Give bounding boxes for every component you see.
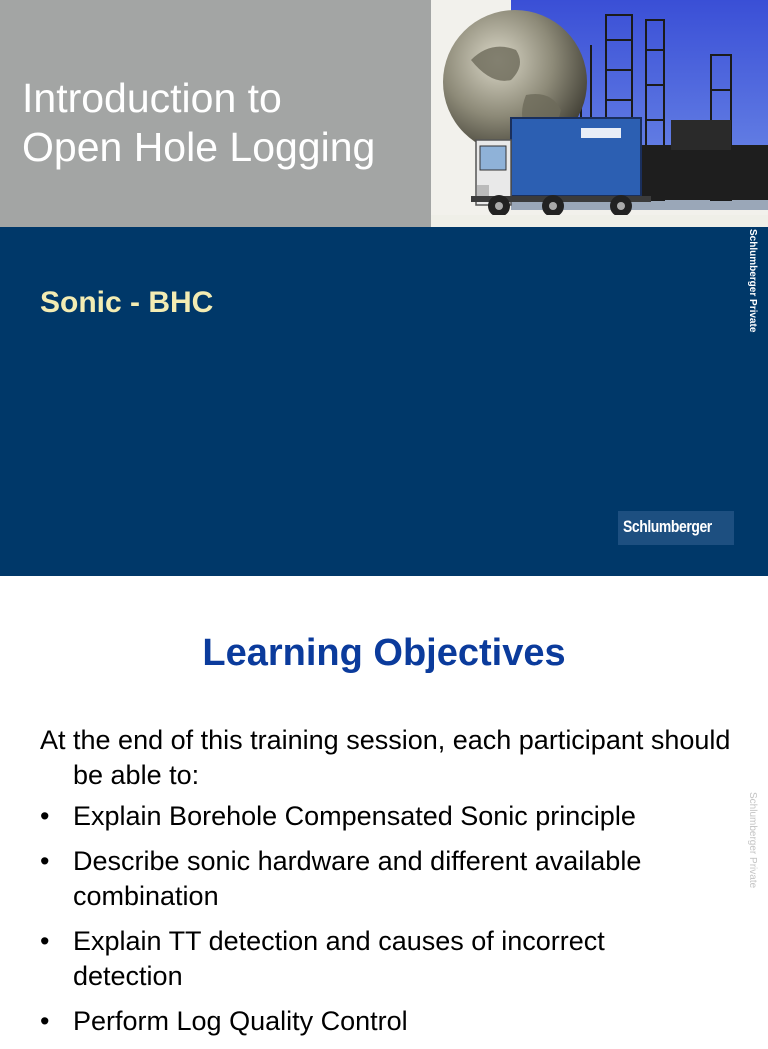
- list-item: [40, 799, 720, 834]
- list-item: [40, 924, 720, 994]
- list-item: [40, 844, 720, 914]
- list-item-text: Explain TT detection and causes of incorrect detection: [73, 926, 605, 991]
- slide-title: Introduction to Open Hole Logging: [22, 75, 376, 170]
- slide-subtitle: Sonic - BHC: [40, 286, 214, 319]
- list-item: [40, 1004, 720, 1039]
- bullet-icon: •: [40, 926, 50, 956]
- intro-text: At the end of this training session, each participant should be able to:: [40, 725, 731, 790]
- globe-truck-rig-photo: [431, 0, 768, 227]
- objectives-list: [40, 799, 720, 1049]
- bullet-icon: •: [40, 1006, 50, 1036]
- bullet-icon: •: [40, 801, 50, 831]
- objectives-heading: Learning Objectives: [202, 632, 566, 674]
- title-band: [0, 0, 431, 227]
- bullet-icon: •: [40, 846, 50, 876]
- schlumberger-logo: [618, 511, 734, 545]
- objectives-slide: [0, 576, 768, 1036]
- classification-label: Schlumberger Private: [747, 792, 758, 889]
- list-item-text: Perform Log Quality Control: [73, 1006, 408, 1036]
- list-item-text: Describe sonic hardware and different available combination: [73, 846, 642, 911]
- list-item-text: Explain Borehole Compensated Sonic principle: [73, 801, 636, 831]
- logo-text: Schlumberger: [623, 517, 712, 536]
- classification-label: Schlumberger Private: [747, 229, 758, 333]
